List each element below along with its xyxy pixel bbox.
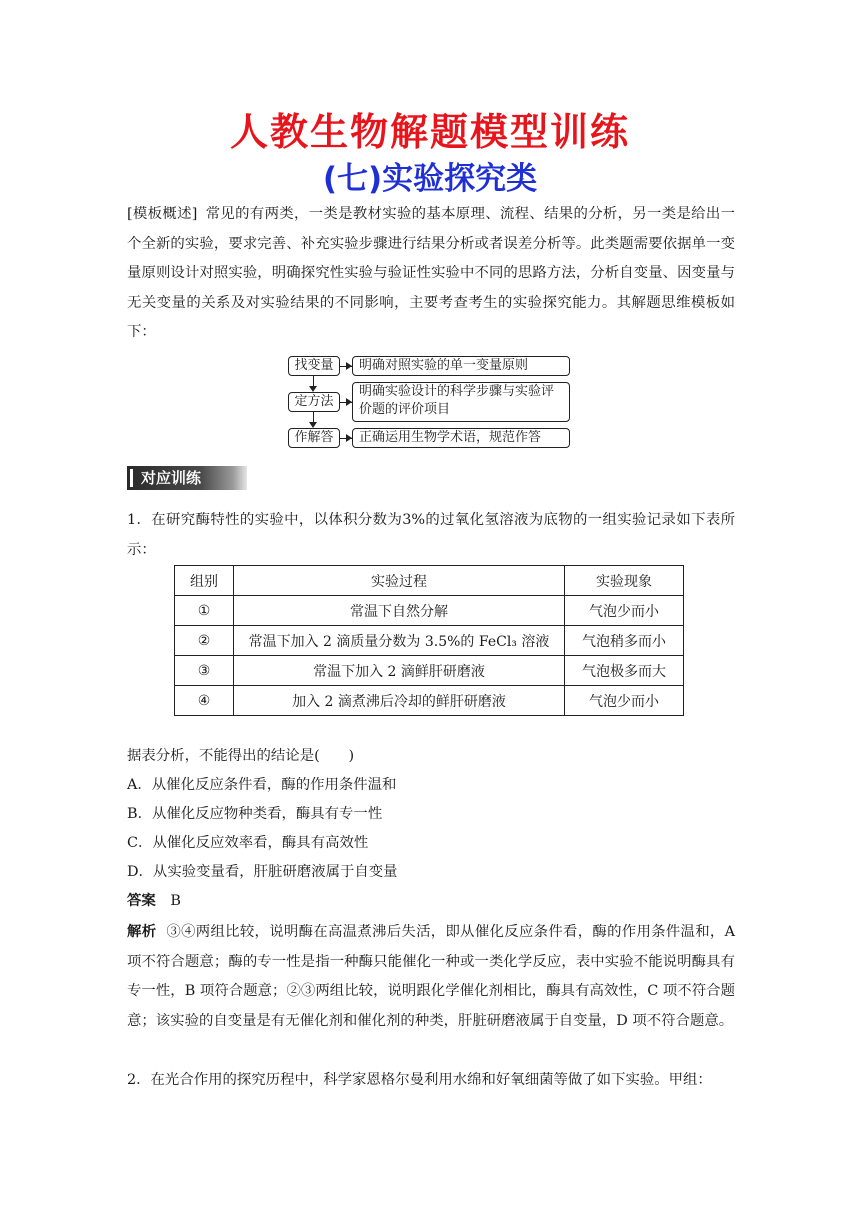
- table-cell: 常温下加入 2 滴质量分数为 3.5%的 FeCl₃ 溶液: [234, 626, 565, 656]
- overview-text: 常见的有两类，一类是教材实验的基本原理、流程、结果的分析，另一类是给出一个全新的实验，要求完善、补充实验步骤进行结果分析或者误差分析等。此类题需要依据单一变量原则设计对照实验，明确探究性实验与验证性实验中不同的思路方法，分析自变量、因变量与无关变量的关系及对实验结果的不同影响，主要考查考生的实验探究能力。其解题思维模板如下：: [127, 206, 735, 341]
- section-label: 对应训练: [141, 469, 202, 487]
- q1-question: 据表分析，不能得出的结论是( ): [127, 748, 355, 764]
- table-row: [175, 626, 684, 656]
- flow-step-1: 找变量: [288, 356, 340, 376]
- table-row: [175, 656, 684, 686]
- q1-stem: 1．在研究酶特性的实验中，以体积分数为3%的过氧化氢溶液为底物的一组实验记录如下表所示：: [127, 512, 735, 558]
- q1-option-b: B．从催化反应物种类看，酶具有专一性: [127, 806, 383, 822]
- q1-option-c: C．从催化反应效率看，酶具有高效性: [127, 835, 369, 851]
- overview-tag: [模板概述]: [127, 206, 198, 222]
- table-header-cell: 实验现象: [565, 566, 684, 596]
- table-header-row: [175, 566, 684, 596]
- table-cell: ③: [175, 656, 234, 686]
- table-cell: 气泡极多而大: [565, 656, 684, 686]
- table-cell: 常温下自然分解: [234, 596, 565, 626]
- experiment-table: [174, 565, 684, 716]
- q1-answer: [127, 889, 181, 913]
- flow-desc-3: 正确运用生物学术语，规范作答: [352, 428, 570, 448]
- table-header-cell: 实验过程: [234, 566, 565, 596]
- flow-desc-1: 明确对照实验的单一变量原则: [352, 356, 570, 376]
- q2-stem: 2．在光合作用的探究历程中，科学家恩格尔曼利用水绵和好氧细菌等做了如下实验。甲组：: [127, 1072, 712, 1088]
- q1-option-d: D．从实验变量看，肝脏研磨液属于自变量: [127, 864, 398, 880]
- page-title: 人教生物解题模型训练: [229, 110, 630, 154]
- table-cell: 常温下加入 2 滴鲜肝研磨液: [234, 656, 565, 686]
- table-cell: ①: [175, 596, 234, 626]
- table-cell: 气泡少而小: [565, 596, 684, 626]
- table-cell: 气泡少而小: [565, 686, 684, 716]
- answer-value: B: [170, 893, 181, 909]
- table-row: [175, 596, 684, 626]
- flow-step-3: 作解答: [288, 428, 340, 448]
- flow-diagram: [280, 352, 580, 452]
- section-header: [127, 466, 233, 490]
- answer-label: 答案: [127, 893, 156, 909]
- table-cell: ④: [175, 686, 234, 716]
- flow-desc-2: 明确实验设计的科学步骤与实验评价题的评价项目: [352, 382, 570, 422]
- flow-step-2: 定方法: [288, 392, 340, 412]
- q1-option-a: A．从催化反应条件看，酶的作用条件温和: [127, 777, 397, 793]
- table-cell: ②: [175, 626, 234, 656]
- overview-paragraph: [127, 200, 735, 348]
- table-cell: 加入 2 滴煮沸后冷却的鲜肝研磨液: [234, 686, 565, 716]
- q1-analysis: [127, 918, 735, 1036]
- table-header-cell: 组别: [175, 566, 234, 596]
- page-subtitle: (七)实验探究类: [322, 161, 538, 197]
- analysis-text: ③④两组比较，说明酶在高温煮沸后失活，即从催化反应条件看，酶的作用条件温和，A 项不符合题意；酶的专一性是指一种酶只能催化一种或一类化学反应，表中实验不能说明酶具有专一性，B 项符合题意；②③两组比较，说明跟化学催化剂相比，酶具有高效性，C 项不符合题意；该实验的自变量是有无催化剂和催化剂的种类，肝脏研磨液属于自变量，D 项不符合题意。: [127, 924, 735, 1029]
- table-row: [175, 686, 684, 716]
- table-cell: 气泡稍多而小: [565, 626, 684, 656]
- analysis-label: 解析: [127, 924, 157, 940]
